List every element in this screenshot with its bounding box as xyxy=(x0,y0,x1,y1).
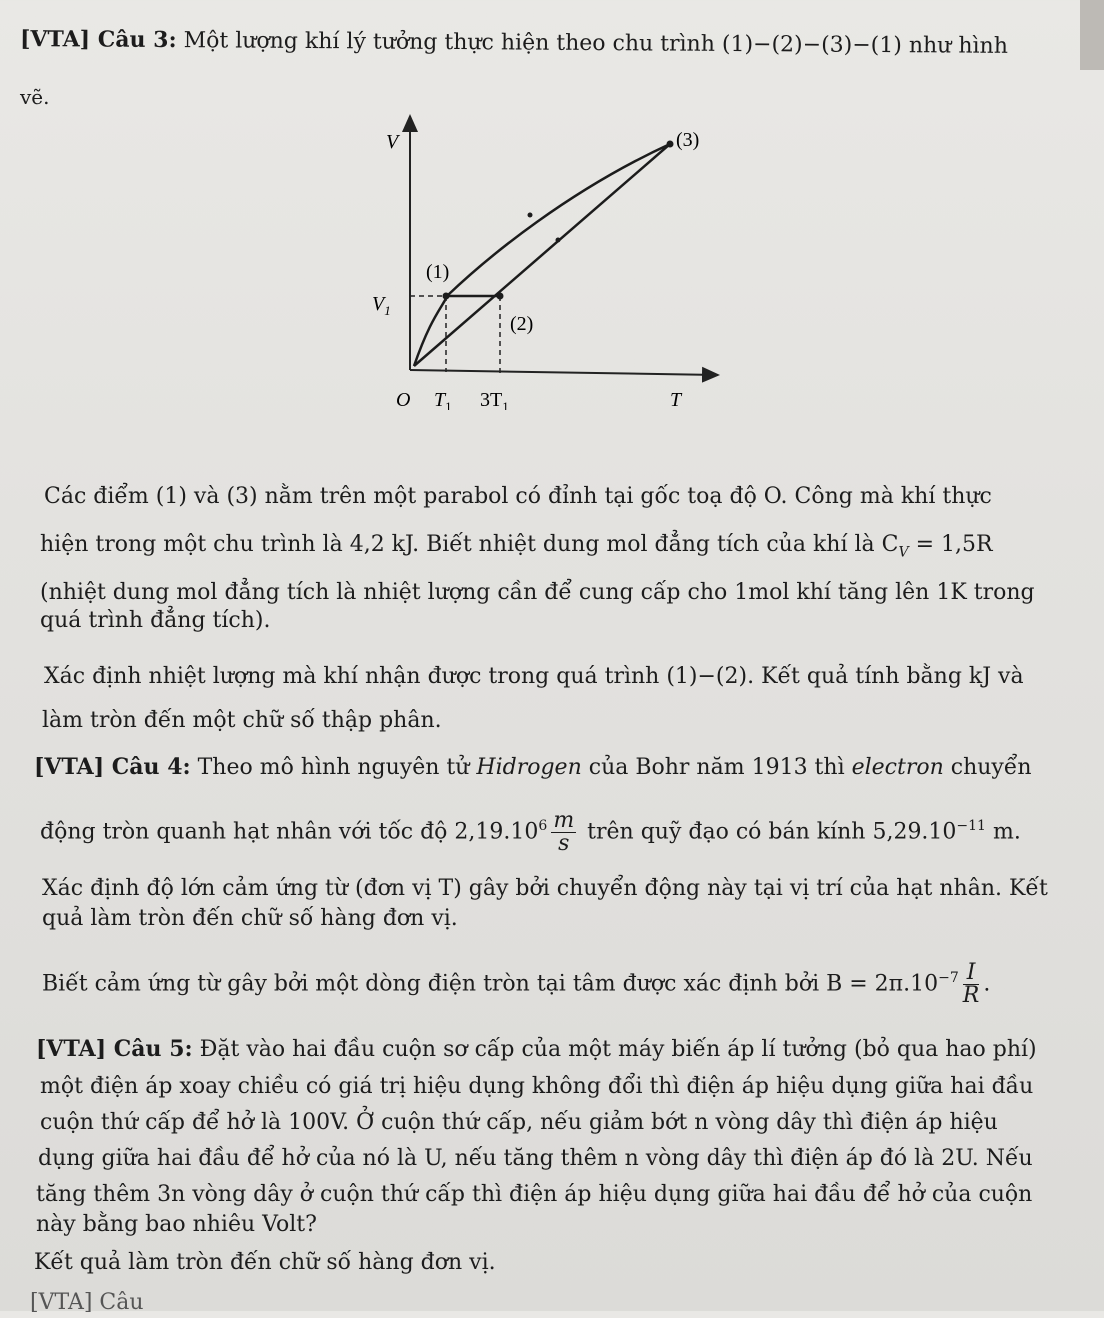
point-3-label: (3) xyxy=(676,129,700,151)
line-2-3 xyxy=(414,144,670,366)
t-axis xyxy=(410,370,718,375)
q5-line1: [VTA] Câu 5: Đặt vào hai đầu cuộn sơ cấp của một máy biến áp lí tưởng (bỏ qua hao phí) xyxy=(36,1036,1037,1062)
page-edge-shadow xyxy=(1080,0,1104,70)
q3-p5: Xác định nhiệt lượng mà khí nhận được trong quá trình (1)−(2). Kết quả tính bằng kJ và xyxy=(44,664,1024,689)
t1-label: $T_1$ xyxy=(434,389,452,410)
q4-line5: Biết cảm ứng từ gây bởi một dòng điện tròn tại tâm được xác định bởi $B = 2\pi.10^{-7}$ $\frac{I}{R}$ . xyxy=(42,960,991,1008)
current-radius-fraction: $\frac{I}{R}$ xyxy=(962,960,980,1008)
point-3 xyxy=(667,141,674,148)
q5-line3: cuộn thứ cấp để hở là 100V. Ở cuộn thứ cấp, nếu giảm bớt n vòng dây thì điện áp hiệu xyxy=(40,1110,998,1135)
point-2-label: (2) xyxy=(510,313,534,335)
q5-line4: dụng giữa hai đầu để hở của nó là U, nếu tăng thêm n vòng dây thì điện áp đó là 2U. Nếu xyxy=(38,1146,1033,1171)
arrow-mark-upper xyxy=(528,213,533,218)
q3-tag: [VTA] Câu 3: xyxy=(19,26,177,54)
q5-line5: tăng thêm 3n vòng dây ở cuộn thứ cấp thì điện áp hiệu dụng giữa hai đầu để hở của cuộn xyxy=(36,1182,1033,1207)
q4-line1: [VTA] Câu 4: Theo mô hình nguyên tử Hidrogen của Bohr năm 1913 thì electron chuyển xyxy=(34,754,1032,780)
q3-intro: Một lượng khí lý tưởng thực hiện theo chu trình (1)−(2)−(3)−(1) như hình xyxy=(176,28,1009,59)
t-axis-label: T xyxy=(670,389,682,410)
point-1 xyxy=(443,293,450,300)
point-1-label: (1) xyxy=(426,261,450,283)
q5-tag: [VTA] Câu 5: xyxy=(36,1036,193,1062)
q5-line7: Kết quả làm tròn đến chữ số hàng đơn vị. xyxy=(34,1250,496,1275)
q3-line1 xyxy=(20,24,1008,62)
q3-p6: làm tròn đến một chữ số thập phân. xyxy=(42,708,442,733)
q3-p4: quá trình đẳng tích). xyxy=(40,608,271,633)
q4-tag: [VTA] Câu 4: xyxy=(34,754,191,780)
q5-line2: một điện áp xoay chiều có giá trị hiệu dụng không đổi thì điện áp hiệu dụng giữa hai đầu xyxy=(40,1074,1034,1099)
next-question-fragment: [VTA] Câu xyxy=(30,1290,144,1315)
q3-p1: Các điểm (1) và (3) nằm trên một parabol có đỉnh tại gốc toạ độ O. Công mà khí thực xyxy=(44,484,992,509)
q4-line4: quả làm tròn đến chữ số hàng đơn vị. xyxy=(42,906,458,931)
q3-line2: vẽ. xyxy=(20,85,50,109)
q3-p2: hiện trong một chu trình là 4,2 kJ. Biết nhiệt dung mol đẳng tích của khí là $C_V = 1,5R$ xyxy=(40,532,993,561)
v1-label: $V_1$ xyxy=(372,293,391,318)
q5-line6: này bằng bao nhiêu Volt? xyxy=(36,1212,317,1237)
3t1-label: $3T_1$ xyxy=(480,389,509,410)
arrow-mark-lower xyxy=(556,238,561,243)
q4-line2: động tròn quanh hạt nhân với tốc độ 2,19.10$^6$ $\frac{m}{s}$ trên quỹ đạo có bán kính $5,29.10^{-11}$ m. xyxy=(40,808,1021,856)
velocity-unit-fraction: $\frac{m}{s}$ xyxy=(553,808,575,856)
point-2 xyxy=(497,293,504,300)
origin-label: O xyxy=(396,389,411,410)
q3-p3: (nhiệt dung mol đẳng tích là nhiệt lượng cần để cung cấp cho 1mol khí tăng lên 1K trong xyxy=(40,580,1035,605)
v-axis-label: V xyxy=(386,131,399,153)
q4-line3: Xác định độ lớn cảm ứng từ (đơn vị T) gây bởi chuyển động này tại vị trí của hạt nhân. Kết xyxy=(42,876,1048,901)
vt-diagram xyxy=(370,110,730,410)
